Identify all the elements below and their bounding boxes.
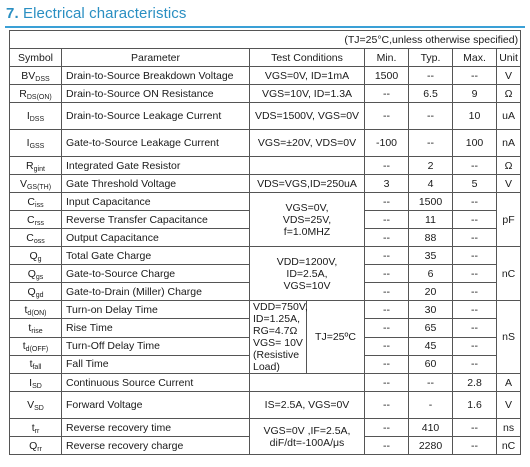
- max-value: --: [453, 67, 497, 85]
- test-condition: VGS=10V, ID=1.3A: [250, 85, 365, 103]
- capacitance-conditions: VGS=0V, VDS=25V, f=1.0MHZ: [250, 193, 365, 247]
- parameter: Input Capacitance: [62, 193, 250, 211]
- parameter: Drain-to-Source Leakage Current: [62, 103, 250, 130]
- max-value: --: [453, 265, 497, 283]
- max-value: --: [453, 229, 497, 247]
- unit: A: [497, 374, 521, 392]
- min-value: --: [365, 85, 409, 103]
- parameter: Reverse recovery time: [62, 419, 250, 437]
- min-value: -100: [365, 130, 409, 157]
- min-value: --: [365, 229, 409, 247]
- min-value: --: [365, 193, 409, 211]
- min-value: 1500: [365, 67, 409, 85]
- typ-value: 60: [409, 355, 453, 373]
- typ-value: 65: [409, 319, 453, 337]
- symbol: $V_{SD}$: [10, 392, 62, 419]
- symbol: $C_{oss}$: [10, 229, 62, 247]
- header-unit: Unit: [497, 49, 521, 67]
- typ-value: --: [409, 374, 453, 392]
- parameter: Output Capacitance: [62, 229, 250, 247]
- table-row: [10, 193, 521, 211]
- parameter: Fall Time: [62, 355, 250, 373]
- max-value: --: [453, 319, 497, 337]
- parameter: Turn-on Delay Time: [62, 301, 250, 319]
- typ-value: 30: [409, 301, 453, 319]
- min-value: --: [365, 355, 409, 373]
- typ-value: --: [409, 103, 453, 130]
- symbol: $t_{rr}$: [10, 419, 62, 437]
- header-test-conditions: Test Conditions: [250, 49, 365, 67]
- min-value: --: [365, 211, 409, 229]
- min-value: --: [365, 301, 409, 319]
- header-row: [10, 49, 521, 67]
- typ-value: 20: [409, 283, 453, 301]
- min-value: 3: [365, 175, 409, 193]
- parameter: Gate-to-Source Leakage Current: [62, 130, 250, 157]
- typ-value: --: [409, 67, 453, 85]
- test-condition: VGS=±20V, VDS=0V: [250, 130, 365, 157]
- max-value: 100: [453, 130, 497, 157]
- typ-value: 6: [409, 265, 453, 283]
- max-value: --: [453, 437, 497, 455]
- typ-value: 1500: [409, 193, 453, 211]
- min-value: --: [365, 437, 409, 455]
- parameter: Turn-Off Delay Time: [62, 337, 250, 355]
- header-typ: Typ.: [409, 49, 453, 67]
- charge-unit: nC: [497, 247, 521, 301]
- header-parameter: Parameter: [62, 49, 250, 67]
- symbol: $t_{d(ON)}$: [10, 301, 62, 319]
- symbol: $Q_{gd}$: [10, 283, 62, 301]
- symbol: $R_{DS(ON)}$: [10, 85, 62, 103]
- min-value: --: [365, 374, 409, 392]
- min-value: --: [365, 265, 409, 283]
- header-min: Min.: [365, 49, 409, 67]
- parameter: Gate-to-Source Charge: [62, 265, 250, 283]
- parameter: Total Gate Charge: [62, 247, 250, 265]
- symbol: $I_{GSS}$: [10, 130, 62, 157]
- max-value: --: [453, 355, 497, 373]
- table-row: [10, 392, 521, 419]
- symbol: $I_{DSS}$: [10, 103, 62, 130]
- typ-value: -: [409, 392, 453, 419]
- table-row: [10, 130, 521, 157]
- typ-value: 11: [409, 211, 453, 229]
- parameter: Rise Time: [62, 319, 250, 337]
- title-underline: [5, 26, 525, 28]
- typ-value: 88: [409, 229, 453, 247]
- symbol: $Q_g$: [10, 247, 62, 265]
- unit: Ω: [497, 85, 521, 103]
- parameter: Continuous Source Current: [62, 374, 250, 392]
- typ-value: 2280: [409, 437, 453, 455]
- symbol: $R_{gint}$: [10, 157, 62, 175]
- max-value: --: [453, 419, 497, 437]
- symbol: $BV_{DSS}$: [10, 67, 62, 85]
- unit: V: [497, 67, 521, 85]
- symbol: $Q_{gs}$: [10, 265, 62, 283]
- parameter: Integrated Gate Resistor: [62, 157, 250, 175]
- unit: uA: [497, 103, 521, 130]
- max-value: --: [453, 247, 497, 265]
- parameter: Gate-to-Drain (Miller) Charge: [62, 283, 250, 301]
- reverse-recovery-conditions: VGS=0V ,IF=2.5A, diF/dt=-100A/μs: [250, 419, 365, 455]
- test-condition: [250, 374, 365, 392]
- unit: V: [497, 175, 521, 193]
- unit: V: [497, 392, 521, 419]
- symbol: $C_{rss}$: [10, 211, 62, 229]
- parameter: Reverse Transfer Capacitance: [62, 211, 250, 229]
- symbol: $C_{iss}$: [10, 193, 62, 211]
- min-value: --: [365, 319, 409, 337]
- section-number: 7: [6, 5, 15, 22]
- switching-unit: nS: [497, 301, 521, 374]
- electrical-characteristics-table: [9, 30, 521, 455]
- table-row: [10, 374, 521, 392]
- section-title-text: Electrical characteristics: [23, 5, 187, 22]
- parameter: Drain-to-Source ON Resistance: [62, 85, 250, 103]
- parameter: Forward Voltage: [62, 392, 250, 419]
- header-max: Max.: [453, 49, 497, 67]
- table-row: [10, 67, 521, 85]
- max-value: --: [453, 301, 497, 319]
- typ-value: 2: [409, 157, 453, 175]
- unit: nC: [497, 437, 521, 455]
- table-row: [10, 175, 521, 193]
- test-condition: [250, 157, 365, 175]
- section-title: 7. Electrical characteristics: [6, 5, 187, 22]
- max-value: --: [453, 193, 497, 211]
- table-row: [10, 85, 521, 103]
- max-value: --: [453, 211, 497, 229]
- typ-value: --: [409, 130, 453, 157]
- capacitance-unit: pF: [497, 193, 521, 247]
- table-row: [10, 157, 521, 175]
- max-value: --: [453, 283, 497, 301]
- table-row: [10, 301, 521, 319]
- parameter: Reverse recovery charge: [62, 437, 250, 455]
- min-value: --: [365, 419, 409, 437]
- test-condition: VDS=1500V, VGS=0V: [250, 103, 365, 130]
- table-row: [10, 103, 521, 130]
- test-condition: VDS=VGS,ID=250uA: [250, 175, 365, 193]
- min-value: --: [365, 157, 409, 175]
- max-value: 2.8: [453, 374, 497, 392]
- switching-conditions: VDD=750V, ID=1.25A, RG=4.7Ω VGS= 10V (Resistive Load): [250, 301, 307, 374]
- symbol: $t_{rise}$: [10, 319, 62, 337]
- typ-value: 45: [409, 337, 453, 355]
- test-condition: IS=2.5A, VGS=0V: [250, 392, 365, 419]
- max-value: 1.6: [453, 392, 497, 419]
- table-row: [10, 247, 521, 265]
- min-value: --: [365, 103, 409, 130]
- test-condition: VGS=0V, ID=1mA: [250, 67, 365, 85]
- max-value: 5: [453, 175, 497, 193]
- typ-value: 4: [409, 175, 453, 193]
- symbol: $I_{SD}$: [10, 374, 62, 392]
- conditions-note: (TJ=25°C,unless otherwise specified): [10, 31, 521, 49]
- parameter: Drain-to-Source Breakdown Voltage: [62, 67, 250, 85]
- max-value: 9: [453, 85, 497, 103]
- table-row: [10, 419, 521, 437]
- header-symbol: Symbol: [10, 49, 62, 67]
- typ-value: 35: [409, 247, 453, 265]
- typ-value: 6.5: [409, 85, 453, 103]
- unit: Ω: [497, 157, 521, 175]
- min-value: --: [365, 247, 409, 265]
- symbol: $Q_{rr}$: [10, 437, 62, 455]
- symbol: $V_{GS(TH)}$: [10, 175, 62, 193]
- max-value: --: [453, 157, 497, 175]
- unit: ns: [497, 419, 521, 437]
- symbol: $t_{d(OFF)}$: [10, 337, 62, 355]
- typ-value: 410: [409, 419, 453, 437]
- max-value: --: [453, 337, 497, 355]
- min-value: --: [365, 392, 409, 419]
- gate-charge-conditions: VDD=1200V, ID=2.5A, VGS=10V: [250, 247, 365, 301]
- max-value: 10: [453, 103, 497, 130]
- switching-temperature: TJ=25ºC: [307, 301, 365, 374]
- symbol: $t_{fall}$: [10, 355, 62, 373]
- min-value: --: [365, 337, 409, 355]
- parameter: Gate Threshold Voltage: [62, 175, 250, 193]
- note-row: [10, 31, 521, 49]
- unit: nA: [497, 130, 521, 157]
- min-value: --: [365, 283, 409, 301]
